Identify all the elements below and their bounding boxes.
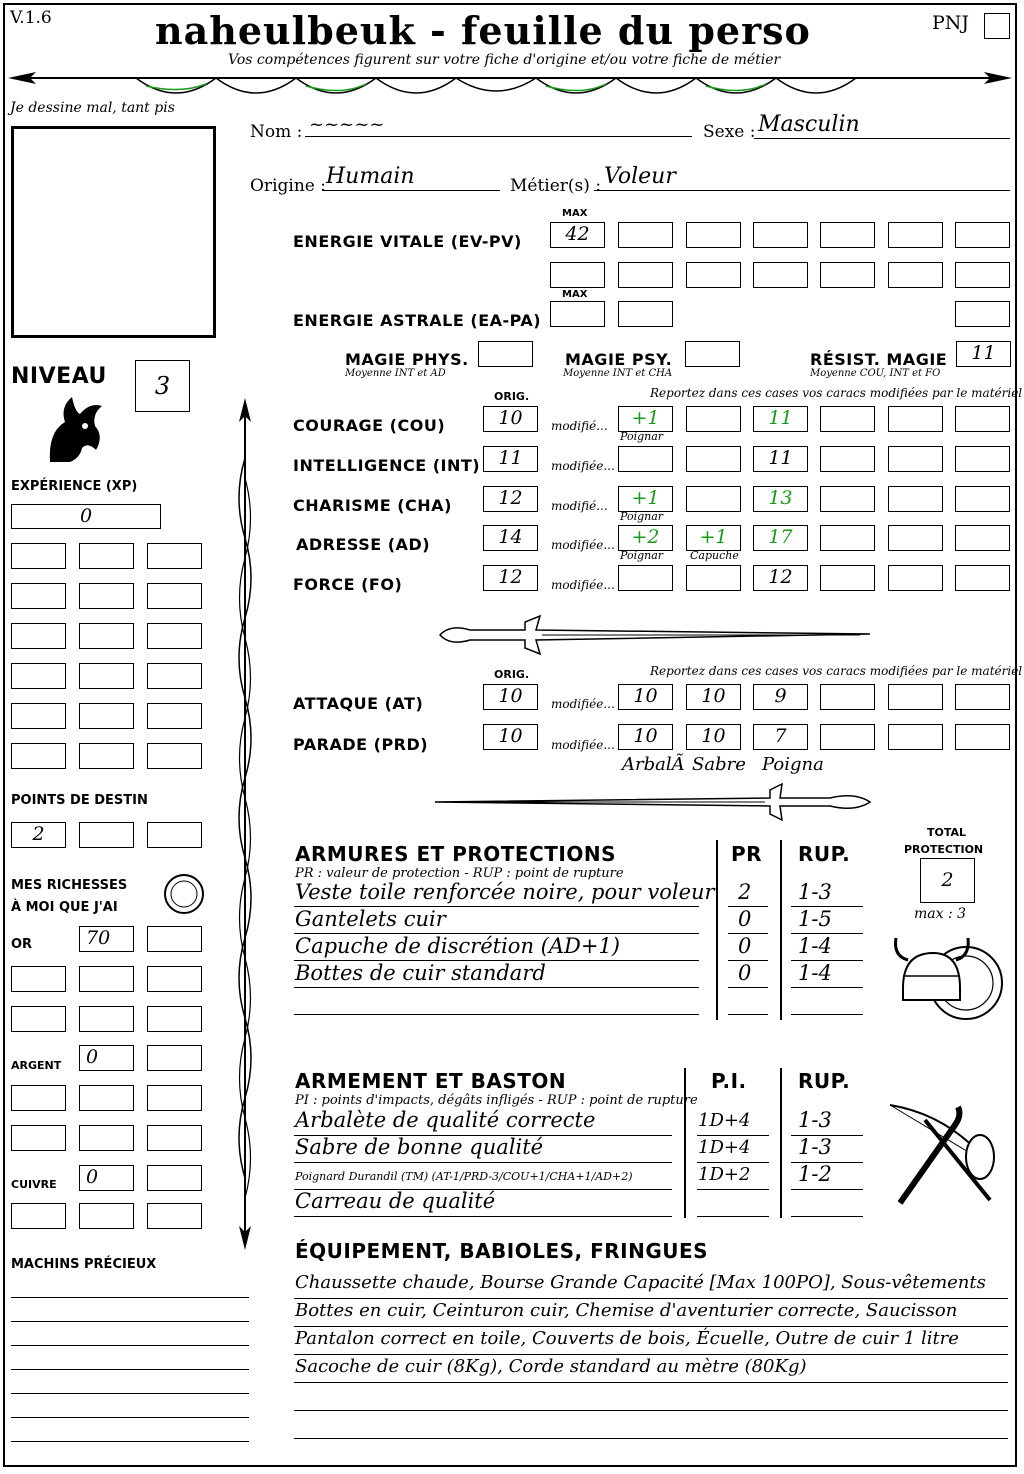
xp-box-1-1[interactable] (11, 543, 66, 569)
xp-box-4-3[interactable] (147, 663, 202, 689)
arme-name-3: Poignard Durandil (TM) (AT-1/PRD-3/COU+1/CHA+1/AD+2) (295, 1170, 633, 1183)
cuivre-extra-box-3[interactable] (147, 1203, 202, 1229)
ev-box-r1-6[interactable] (955, 222, 1010, 248)
machins-line-6[interactable] (11, 1417, 249, 1418)
xp-box-5-2[interactable] (79, 703, 134, 729)
argent-extra-box-2-2[interactable] (79, 1125, 134, 1151)
cuivre-extra-box-1[interactable] (11, 1203, 66, 1229)
sexe-label: Sexe : (703, 122, 756, 142)
carac-extra-box-1-2[interactable] (888, 406, 943, 432)
magie-phys-note: Moyenne INT et AD (345, 368, 446, 379)
cuivre-box-value: 0 (86, 1166, 99, 1188)
carac-mod2-box-3[interactable] (686, 486, 741, 512)
carac-mod1-box-1[interactable] (618, 406, 673, 432)
carac-final-box-4[interactable] (753, 525, 808, 551)
armure-rup-3: 1-4 (798, 934, 832, 958)
nom-field[interactable] (305, 110, 692, 137)
or-box-2[interactable] (147, 926, 202, 952)
prd-extra-box-3[interactable] (955, 724, 1010, 750)
subtitle: Vos compétences figurent sur votre fiche d'origine et/ou votre fiche de métier (228, 52, 781, 68)
equipement-text-2: Bottes en cuir, Ceinturon cuir, Chemise d'aventurier correcte, Saucisson (295, 1300, 958, 1321)
carac-extra-box-4-3[interactable] (955, 525, 1010, 551)
ev-box-r2-1[interactable] (550, 262, 605, 288)
machins-line-4[interactable] (11, 1369, 249, 1370)
machins-line-2[interactable] (11, 1321, 249, 1322)
metier-label: Métier(s) : (510, 176, 602, 196)
carac-mod-label-1: modifié... (551, 419, 608, 433)
carac-extra-box-1-1[interactable] (820, 406, 875, 432)
sword-icon (430, 612, 875, 658)
prd-box-2[interactable] (686, 724, 741, 750)
ev-box-r2-2[interactable] (618, 262, 673, 288)
argent-extra-box-1-3[interactable] (147, 1085, 202, 1111)
arme-pi-3: 1D+2 (698, 1164, 751, 1185)
ev-box-r1-5[interactable] (888, 222, 943, 248)
ev-max-box[interactable] (550, 222, 605, 248)
armement-label: ARMEMENT ET BASTON (295, 1069, 567, 1093)
cuivre-box[interactable] (79, 1165, 134, 1191)
carac-orig-box-4-value: 14 (498, 526, 523, 548)
at-extra-box-2[interactable] (888, 684, 943, 710)
prd-label: PARADE (PRD) (293, 735, 429, 754)
carac-orig-box-3-value: 12 (498, 487, 523, 509)
weapon-label-1: ArbalÃ (622, 754, 685, 775)
xp-box-6-3[interactable] (147, 743, 202, 769)
carac-extra-box-2-2[interactable] (888, 446, 943, 472)
armement-pi-label: P.I. (711, 1069, 747, 1093)
armure-rup-line-5[interactable] (791, 1014, 863, 1015)
sexe-value: Masculin (758, 112, 860, 137)
pnj-label: PNJ (932, 12, 970, 34)
or-box-value: 70 (86, 927, 111, 949)
arme-rup-1: 1-3 (798, 1108, 832, 1132)
carac-mod1-note-1: Poignar (620, 430, 664, 443)
carac-mod-label-5: modifiée... (551, 578, 615, 592)
ev-box-r2-4[interactable] (753, 262, 808, 288)
xp-box-6-1[interactable] (11, 743, 66, 769)
armure-name-4: Bottes de cuir standard (295, 961, 546, 985)
argent-extra-box-1-2[interactable] (79, 1085, 134, 1111)
resist-magie-box[interactable] (956, 341, 1011, 367)
niveau-label: NIVEAU (11, 364, 107, 389)
arme-rup-3: 1-2 (798, 1162, 832, 1186)
armure-name-2: Gantelets cuir (295, 907, 446, 931)
coin-icon (162, 872, 206, 916)
carac-extra-box-5-2[interactable] (888, 565, 943, 591)
armures-label: ARMURES ET PROTECTIONS (295, 842, 616, 866)
carac-final-box-5[interactable] (753, 565, 808, 591)
richesses-label-1: MES RICHESSES (11, 878, 128, 893)
armure-line-5[interactable] (294, 1014, 699, 1015)
weapon-label-3: Poigna (762, 754, 824, 775)
ev-box-r1-4[interactable] (820, 222, 875, 248)
carac-final-box-1[interactable] (753, 406, 808, 432)
prd-extra-box-2[interactable] (888, 724, 943, 750)
arme-pi-line-2[interactable] (697, 1162, 769, 1163)
carac-mod2-box-4-value: +1 (699, 526, 728, 548)
ev-box-r2-6[interactable] (888, 262, 943, 288)
machins-label: MACHINS PRÉCIEUX (11, 1257, 157, 1272)
ev-box-r1-3[interactable] (753, 222, 808, 248)
or-extra-box-1-3[interactable] (147, 966, 202, 992)
carac-orig-box-5-value: 12 (498, 566, 523, 588)
ev-box-r2-3[interactable] (686, 262, 741, 288)
prd-extra-box-1[interactable] (820, 724, 875, 750)
carac-final-box-4-value: 17 (768, 526, 793, 548)
ea-label: ENERGIE ASTRALE (EA-PA) (293, 311, 542, 330)
destin-label: POINTS DE DESTIN (11, 793, 148, 808)
machins-line-1[interactable] (11, 1297, 249, 1298)
or-label: OR (11, 937, 33, 952)
armure-pr-3: 0 (738, 934, 752, 958)
armure-line-4[interactable] (294, 987, 699, 988)
xp-box[interactable] (11, 504, 161, 529)
arme-pi-2: 1D+4 (698, 1137, 751, 1158)
arme-name-4: Carreau de qualité (295, 1189, 496, 1213)
machins-line-5[interactable] (11, 1393, 249, 1394)
or-box[interactable] (79, 926, 134, 952)
armure-name-3: Capuche de discrétion (AD+1) (295, 934, 620, 958)
xp-box-6-2[interactable] (79, 743, 134, 769)
carac-final-box-2[interactable] (753, 446, 808, 472)
combat-orig-label: ORIG. (494, 668, 530, 681)
armure-name-1: Veste toile renforcée noire, pour voleur (295, 880, 715, 904)
carac-mod2-box-2[interactable] (686, 446, 741, 472)
carac-mod1-box-4-value: +2 (631, 526, 660, 548)
ev-box-r2-5[interactable] (820, 262, 875, 288)
metier-field[interactable] (594, 164, 1010, 191)
argent-box-2[interactable] (147, 1045, 202, 1071)
ev-box-r2-7[interactable] (955, 262, 1010, 288)
equipement-line-5[interactable] (294, 1410, 1008, 1411)
xp-box-4-1[interactable] (11, 663, 66, 689)
armement-divider-2 (780, 1068, 782, 1218)
cuivre-extra-box-2[interactable] (79, 1203, 134, 1229)
carac-mod1-box-2[interactable] (618, 446, 673, 472)
prd-mod-label: modifiée... (551, 738, 615, 752)
armure-rup-2: 1-5 (798, 907, 832, 931)
carac-orig-box-3[interactable] (483, 486, 538, 512)
carac-extra-box-4-2[interactable] (888, 525, 943, 551)
total-protection-label-1: TOTAL (927, 826, 967, 839)
destin-box-2[interactable] (79, 822, 134, 848)
machins-line-3[interactable] (11, 1345, 249, 1346)
carac-mod1-box-5[interactable] (618, 565, 673, 591)
armure-pr-2: 0 (738, 907, 752, 931)
xp-box-3-1[interactable] (11, 623, 66, 649)
argent-box-value: 0 (86, 1046, 99, 1068)
xp-value: 0 (79, 505, 93, 527)
ev-max-value: 42 (565, 223, 590, 245)
arme-pi-line-1[interactable] (697, 1135, 769, 1136)
carac-extra-box-3-3[interactable] (955, 486, 1010, 512)
xp-box-2-3[interactable] (147, 583, 202, 609)
at-box-1[interactable] (618, 684, 673, 710)
at-orig-value: 10 (498, 685, 523, 707)
prd-box-3-value: 7 (774, 725, 787, 747)
prd-box-2-value: 10 (701, 725, 726, 747)
weapons-icon (880, 1095, 1010, 1213)
armures-pr-label: PR (731, 842, 763, 866)
armures-note: PR : valeur de protection - RUP : point de rupture (295, 866, 624, 881)
carac-final-box-5-value: 12 (768, 566, 793, 588)
cuivre-box-2[interactable] (147, 1165, 202, 1191)
xp-box-5-1[interactable] (11, 703, 66, 729)
magie-psy-box[interactable] (685, 341, 740, 367)
carac-orig-box-2-value: 11 (498, 447, 523, 469)
decorative-vertical-spear (228, 398, 262, 1250)
carac-mod2-note-4: Capuche (690, 549, 739, 562)
carac-final-box-3-value: 13 (768, 487, 793, 509)
prd-box-1-value: 10 (633, 725, 658, 747)
carac-extra-box-4-1[interactable] (820, 525, 875, 551)
ea-max-label: MAX (562, 289, 588, 300)
carac-mod1-box-1-value: +1 (631, 407, 660, 429)
carac-label-5: FORCE (FO) (293, 575, 403, 594)
destin-box-3[interactable] (147, 822, 202, 848)
equipement-line-2[interactable] (294, 1326, 1008, 1327)
resist-magie-note: Moyenne COU, INT et FO (810, 368, 941, 379)
carac-label-1: COURAGE (COU) (293, 416, 446, 435)
total-protection-max: max : 3 (914, 906, 967, 922)
arme-line-4[interactable] (294, 1216, 672, 1217)
destin-value: 2 (32, 823, 45, 845)
xp-label: EXPÉRIENCE (XP) (11, 479, 138, 494)
arme-rup-line-3[interactable] (791, 1189, 863, 1190)
origine-label: Origine : (250, 176, 326, 196)
at-box-1-value: 10 (633, 685, 658, 707)
richesses-label-2: À MOI QUE J'AI (11, 900, 118, 915)
combat-report-note: Reportez dans ces cases vos caracs modifiées par le matériel (650, 664, 1023, 678)
xp-box-2-2[interactable] (79, 583, 134, 609)
prd-box-3[interactable] (753, 724, 808, 750)
total-protection-value: 2 (941, 869, 954, 891)
magie-psy-label: MAGIE PSY. (565, 350, 673, 369)
carac-mod1-note-3: Poignar (620, 510, 664, 523)
or-extra-box-2-3[interactable] (147, 1006, 202, 1032)
ea-max-box[interactable] (550, 301, 605, 327)
carac-orig-box-2[interactable] (483, 446, 538, 472)
arme-rup-2: 1-3 (798, 1135, 832, 1159)
armement-divider-1 (684, 1068, 686, 1218)
page-title: naheulbeuk - feuille du perso (155, 8, 811, 53)
equipement-line-4[interactable] (294, 1382, 1008, 1383)
version: V.1.6 (10, 8, 52, 28)
equipement-text-4: Sacoche de cuir (8Kg), Corde standard au mètre (80Kg) (295, 1356, 807, 1377)
at-mod-label: modifiée... (551, 697, 615, 711)
ea-box-1[interactable] (618, 301, 673, 327)
sexe-field[interactable] (754, 110, 1010, 139)
or-extra-box-1-2[interactable] (79, 966, 134, 992)
niveau-box[interactable] (135, 360, 190, 412)
carac-mod1-note-4: Poignar (620, 549, 664, 562)
ev-max-label: MAX (562, 208, 588, 219)
or-extra-box-2-1[interactable] (11, 1006, 66, 1032)
cuivre-label: CUIVRE (11, 1178, 57, 1191)
prd-orig-box[interactable] (483, 724, 538, 750)
arme-name-1: Arbalète de qualité correcte (295, 1108, 596, 1132)
xp-box-4-2[interactable] (79, 663, 134, 689)
metier-value: Voleur (604, 164, 676, 189)
equipement-line-6[interactable] (294, 1438, 1008, 1439)
equipement-line-3[interactable] (294, 1354, 1008, 1355)
armure-pr-4: 0 (738, 961, 752, 985)
caracs-report-note: Reportez dans ces cases vos caracs modifiées par le matériel (650, 386, 1023, 400)
at-box-3-value: 9 (774, 685, 787, 707)
or-extra-box-2-2[interactable] (79, 1006, 134, 1032)
carac-mod-label-3: modifié... (551, 499, 608, 513)
armure-rup-4: 1-4 (798, 961, 832, 985)
carac-label-2: INTELLIGENCE (INT) (293, 456, 481, 475)
carac-mod2-box-5[interactable] (686, 565, 741, 591)
machins-line-7[interactable] (11, 1441, 249, 1442)
arme-line-2[interactable] (294, 1162, 672, 1163)
at-label: ATTAQUE (AT) (293, 694, 424, 713)
at-box-2[interactable] (686, 684, 741, 710)
carac-mod2-box-4[interactable] (686, 525, 741, 551)
carac-final-box-2-value: 11 (768, 447, 793, 469)
prd-box-1[interactable] (618, 724, 673, 750)
equipement-line-1[interactable] (294, 1298, 1008, 1299)
arme-pi-line-3[interactable] (697, 1189, 769, 1190)
magie-psy-note: Moyenne INT et CHA (563, 368, 673, 379)
drawing-note: Je dessine mal, tant pis (10, 100, 175, 116)
resist-magie-label: RÉSIST. MAGIE (810, 350, 948, 369)
magie-phys-label: MAGIE PHYS. (345, 350, 469, 369)
ea-box-2[interactable] (955, 301, 1010, 327)
carac-label-4: ADRESSE (AD) (296, 535, 431, 554)
carac-extra-box-2-3[interactable] (955, 446, 1010, 472)
carac-extra-box-3-2[interactable] (888, 486, 943, 512)
caracs-orig-label: ORIG. (494, 390, 530, 403)
xp-box-1-2[interactable] (79, 543, 134, 569)
arme-pi-line-4[interactable] (697, 1216, 769, 1217)
carac-extra-box-1-3[interactable] (955, 406, 1010, 432)
carac-mod2-box-1[interactable] (686, 406, 741, 432)
carac-mod1-box-3-value: +1 (631, 487, 660, 509)
argent-extra-box-2-3[interactable] (147, 1125, 202, 1151)
carac-extra-box-2-1[interactable] (820, 446, 875, 472)
carac-orig-box-4[interactable] (483, 525, 538, 551)
equipement-line-7[interactable] (294, 1466, 1008, 1467)
niveau-value: 3 (154, 372, 171, 400)
nom-value: ~~~~~ (309, 114, 385, 135)
armure-rup-line-4[interactable] (791, 987, 863, 988)
carac-orig-box-5[interactable] (483, 565, 538, 591)
pnj-checkbox[interactable] (984, 13, 1010, 39)
carac-extra-box-5-1[interactable] (820, 565, 875, 591)
carac-label-3: CHARISME (CHA) (293, 496, 452, 515)
at-orig-box[interactable] (483, 684, 538, 710)
xp-box-5-3[interactable] (147, 703, 202, 729)
xp-box-3-3[interactable] (147, 623, 202, 649)
armures-divider-1 (716, 840, 718, 1020)
arme-rup-line-4[interactable] (791, 1216, 863, 1217)
armures-rup-label: RUP. (798, 842, 851, 866)
or-extra-box-1-1[interactable] (11, 966, 66, 992)
weapon-label-2: Sabre (692, 754, 746, 775)
carac-orig-box-1-value: 10 (498, 407, 523, 429)
equipement-text-3: Pantalon correct en toile, Couverts de bois, Écuelle, Outre de cuir 1 litre (295, 1328, 959, 1349)
at-box-3[interactable] (753, 684, 808, 710)
at-extra-box-1[interactable] (820, 684, 875, 710)
armure-pr-line-4[interactable] (728, 987, 768, 988)
ev-label: ENERGIE VITALE (EV-PV) (293, 232, 522, 251)
argent-extra-box-1-1[interactable] (11, 1085, 66, 1111)
total-protection-box[interactable] (920, 858, 975, 903)
xp-box-3-2[interactable] (79, 623, 134, 649)
dragon-icon (40, 392, 106, 464)
destin-box-1[interactable] (11, 822, 66, 848)
portrait-box[interactable] (11, 126, 216, 338)
xp-box-2-1[interactable] (11, 583, 66, 609)
ev-box-r1-1[interactable] (618, 222, 673, 248)
carac-mod1-box-3[interactable] (618, 486, 673, 512)
xp-box-1-3[interactable] (147, 543, 202, 569)
armement-note: PI : points d'impacts, dégâts infligés - RUP : point de rupture (295, 1093, 698, 1108)
ev-box-r1-2[interactable] (686, 222, 741, 248)
equipement-label: ÉQUIPEMENT, BABIOLES, FRINGUES (295, 1239, 709, 1263)
carac-mod1-box-4[interactable] (618, 525, 673, 551)
machins-line-8[interactable] (11, 1465, 249, 1466)
helmet-shield-icon (888, 928, 1008, 1028)
carac-orig-box-1[interactable] (483, 406, 538, 432)
equipement-text-1: Chaussette chaude, Bourse Grande Capacité [Max 100PO], Sous-vêtements (295, 1272, 986, 1293)
armure-pr-line-5[interactable] (728, 1014, 768, 1015)
nom-label: Nom : (250, 122, 303, 142)
prd-orig-value: 10 (498, 725, 523, 747)
carac-final-box-3[interactable] (753, 486, 808, 512)
armure-pr-1: 2 (738, 880, 752, 904)
sword-icon-2 (430, 780, 875, 824)
origine-value: Humain (326, 164, 415, 189)
arme-pi-1: 1D+4 (698, 1110, 751, 1131)
arme-name-2: Sabre de bonne qualité (295, 1135, 544, 1159)
armure-rup-1: 1-3 (798, 880, 832, 904)
carac-extra-box-3-1[interactable] (820, 486, 875, 512)
carac-extra-box-5-3[interactable] (955, 565, 1010, 591)
at-box-2-value: 10 (701, 685, 726, 707)
total-protection-label-2: PROTECTION (904, 843, 984, 856)
carac-mod-label-2: modifiée... (551, 459, 615, 473)
magie-phys-box[interactable] (478, 341, 533, 367)
argent-box[interactable] (79, 1045, 134, 1071)
armures-divider-2 (780, 840, 782, 1020)
origine-field[interactable] (322, 164, 500, 191)
at-extra-box-3[interactable] (955, 684, 1010, 710)
resist-magie-value: 11 (971, 342, 996, 364)
argent-label: ARGENT (11, 1059, 62, 1072)
carac-mod-label-4: modifiée... (551, 538, 615, 552)
armement-rup-label: RUP. (798, 1069, 851, 1093)
carac-final-box-1-value: 11 (768, 407, 793, 429)
argent-extra-box-2-1[interactable] (11, 1125, 66, 1151)
